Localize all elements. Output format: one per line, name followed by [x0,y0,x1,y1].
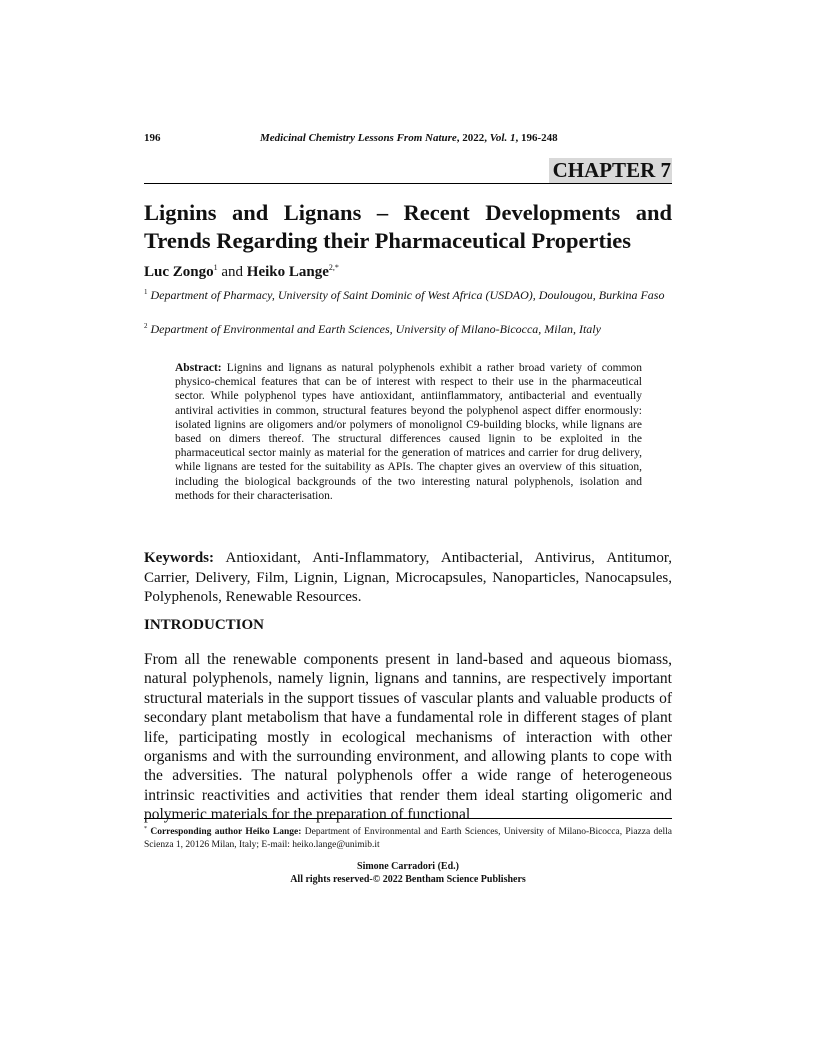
footnote-divider [144,818,672,819]
author-name: Heiko Lange [246,264,329,280]
affiliation-text: Department of Pharmacy, University of Saint Dominic of West Africa (USDAO), Doulougou, Burkina Faso [147,288,665,302]
author-affiliation-mark: 2,* [328,263,339,272]
author-affiliation-mark: 1 [213,263,218,272]
abstract-label: Abstract: [175,362,222,374]
body-paragraph: From all the renewable components present in land-based and aqueous biomass, natural polyphenols, namely lignin, lignans and tannins, are respectively important structural materials in the support tissues of vascular plants and valuable products of secondary plant metabolism that have a fundamental role in different stages of plant life, participating mostly in ecological mechanisms of interaction with other organisms and with the surrounding environment, and allowing plants to cope with the adversities. The natural polyphenols offer a wide range of heterogeneous intrinsic reactivities and activities that render them ideal starting oligomeric and polymeric materials for the preparation of functional [144,651,672,824]
keywords-label: Keywords: [144,550,214,566]
affiliation [144,318,672,338]
footnote-mark: * [144,826,147,832]
journal-year: , 2022, [456,132,490,144]
journal-volume: Vol. 1 [489,132,516,144]
author-list [144,263,339,281]
abstract [175,361,642,503]
affiliation-mark: 2 [144,322,148,330]
chapter-label: CHAPTER 7 [549,158,672,183]
page-footer [144,860,672,886]
footnote-text: Department of Environmental and Earth Sciences, University of Milano-Bicocca, Piazza della Scienza 1, 20126 Milan, Italy; E-mail: heiko.lange@unimib.it [144,827,672,851]
page-number: 196 [144,132,161,144]
journal-pages: , 196-248 [515,132,558,144]
footer-rights: All rights reserved-© 2022 Bentham Science Publishers [290,874,526,885]
affiliation-text: Department of Environmental and Earth Sciences, University of Milano-Bicocca, Milan, Italy [147,322,601,336]
footnote [144,823,672,852]
journal-citation [260,132,558,144]
journal-name: Medicinal Chemistry Lessons From Nature [260,132,457,144]
section-heading: INTRODUCTION [144,617,265,633]
running-head [144,132,672,148]
footnote-label: Corresponding author Heiko Lange: [147,827,302,838]
footer-editor: Simone Carradori (Ed.) [357,861,459,872]
abstract-text: Lignins and lignans as natural polyphenols exhibit a rather broad variety of common physico-chemical features that can be of interest with respect to their use in the pharmaceutical sector. While polyphenol types have antioxidant, antiinflammatory, antibacterial and eventually antiviral activities in common, structural features beyond the polyphenol aspect differ enormously: isolated lignins are oligomers and/or polymers of monolignol C9-building blocks, while lignans are based on dimers thereof. The structural differences caused lignin to be exploited in the pharmaceutical sector mainly as material for the generation of matrices and carrier for drug delivery, while lignans are tested for the suitability as APIs. The chapter gives an overview of this situation, including the biological backgrounds of the two interesting natural polyphenols, isolation and methods for their characterisation. [175,362,642,502]
chapter-title [144,199,672,255]
keywords [144,549,672,608]
affiliation [144,284,672,304]
affiliation-mark: 1 [144,288,148,296]
author-name: Luc Zongo [144,264,214,280]
keywords-text: Antioxidant, Anti-Inflammatory, Antibacterial, Antivirus, Antitumor, Carrier, Delivery, Film, Lignin, Lignan, Microcapsules, Nanoparticles, Nanocapsules, Polyphenols, Renewable Resources. [144,550,672,605]
chapter-title-line-2: Trends Regarding their Pharmaceutical Properties [144,228,632,253]
chapter-title-line-1: Lignins and Lignans – Recent Developments and [144,200,672,225]
author-joiner: and [217,264,247,280]
chapter-header [144,158,672,184]
